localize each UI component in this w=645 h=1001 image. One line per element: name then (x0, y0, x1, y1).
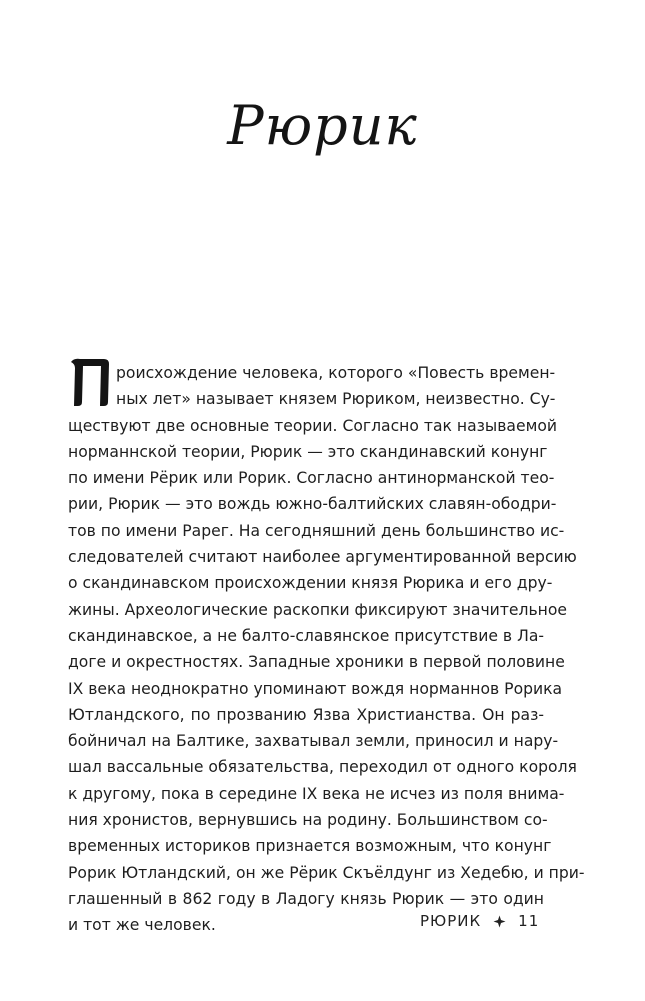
text-line: следователей считают наиболее аргументированной версию (68, 548, 577, 567)
text-line: шал вассальные обязательства, переходил от одного короля (68, 758, 577, 777)
text-line: ществуют две основные теории. Согласно так называемой (68, 416, 558, 435)
chapter-title: Рюрик (227, 94, 418, 157)
cross-ornament-icon (493, 915, 506, 928)
text-line: Рорик Ютландский, он же Рёрик Скъёлдунг из Хедебю, и при- (68, 863, 585, 882)
text-line: IX века неоднократно упоминают вождя норманнов Рорика (68, 679, 563, 698)
text-line: временных историков признается возможным, что конунг (68, 837, 552, 856)
text-line: по имени Рёрик или Рорик. Согласно антинорманской тео- (68, 469, 555, 488)
text-line: к другому, пока в середине IX века не исчез из поля внима- (68, 784, 565, 803)
article-body (68, 360, 585, 939)
text-line: роисхождение человека, которого «Повесть времен- (116, 364, 556, 382)
page-footer (420, 912, 539, 930)
text-line: ных лет» называет князем Рюриком, неизвестно. Су- (116, 390, 556, 409)
text-line: Ютландского, по прозванию Язва Христианства. Он раз- (68, 705, 544, 724)
text-line: глашенный в 862 году в Ладогу князь Рюрик — это один (68, 889, 544, 908)
text-line: жины. Археологические раскопки фиксируют значительное (68, 600, 567, 619)
text-line: тов по имени Рарег. На сегодняшний день большинство ис- (68, 521, 565, 540)
text-line: скандинавское, а не балто-славянское присутствие в Ла- (68, 626, 544, 645)
text-line: норманнской теории, Рюрик — это скандинавский конунг (68, 442, 548, 461)
text-line: ния хронистов, вернувшись на родину. Большинством со- (68, 811, 548, 830)
text-line: бойничал на Балтике, захватывал земли, приносил и нару- (68, 732, 559, 751)
text-line: о скандинавском происхождении князя Рюрика и его дру- (68, 574, 553, 593)
page-number: 11 (518, 912, 540, 930)
running-head: РЮРИК (420, 912, 482, 930)
text-line: доге и окрестностях. Западные хроники в первой половине (68, 653, 565, 672)
text-line: и тот же человек. (68, 916, 216, 935)
text-line: рии, Рюрик — это вождь южно-балтийских славян-ободри- (68, 495, 557, 514)
